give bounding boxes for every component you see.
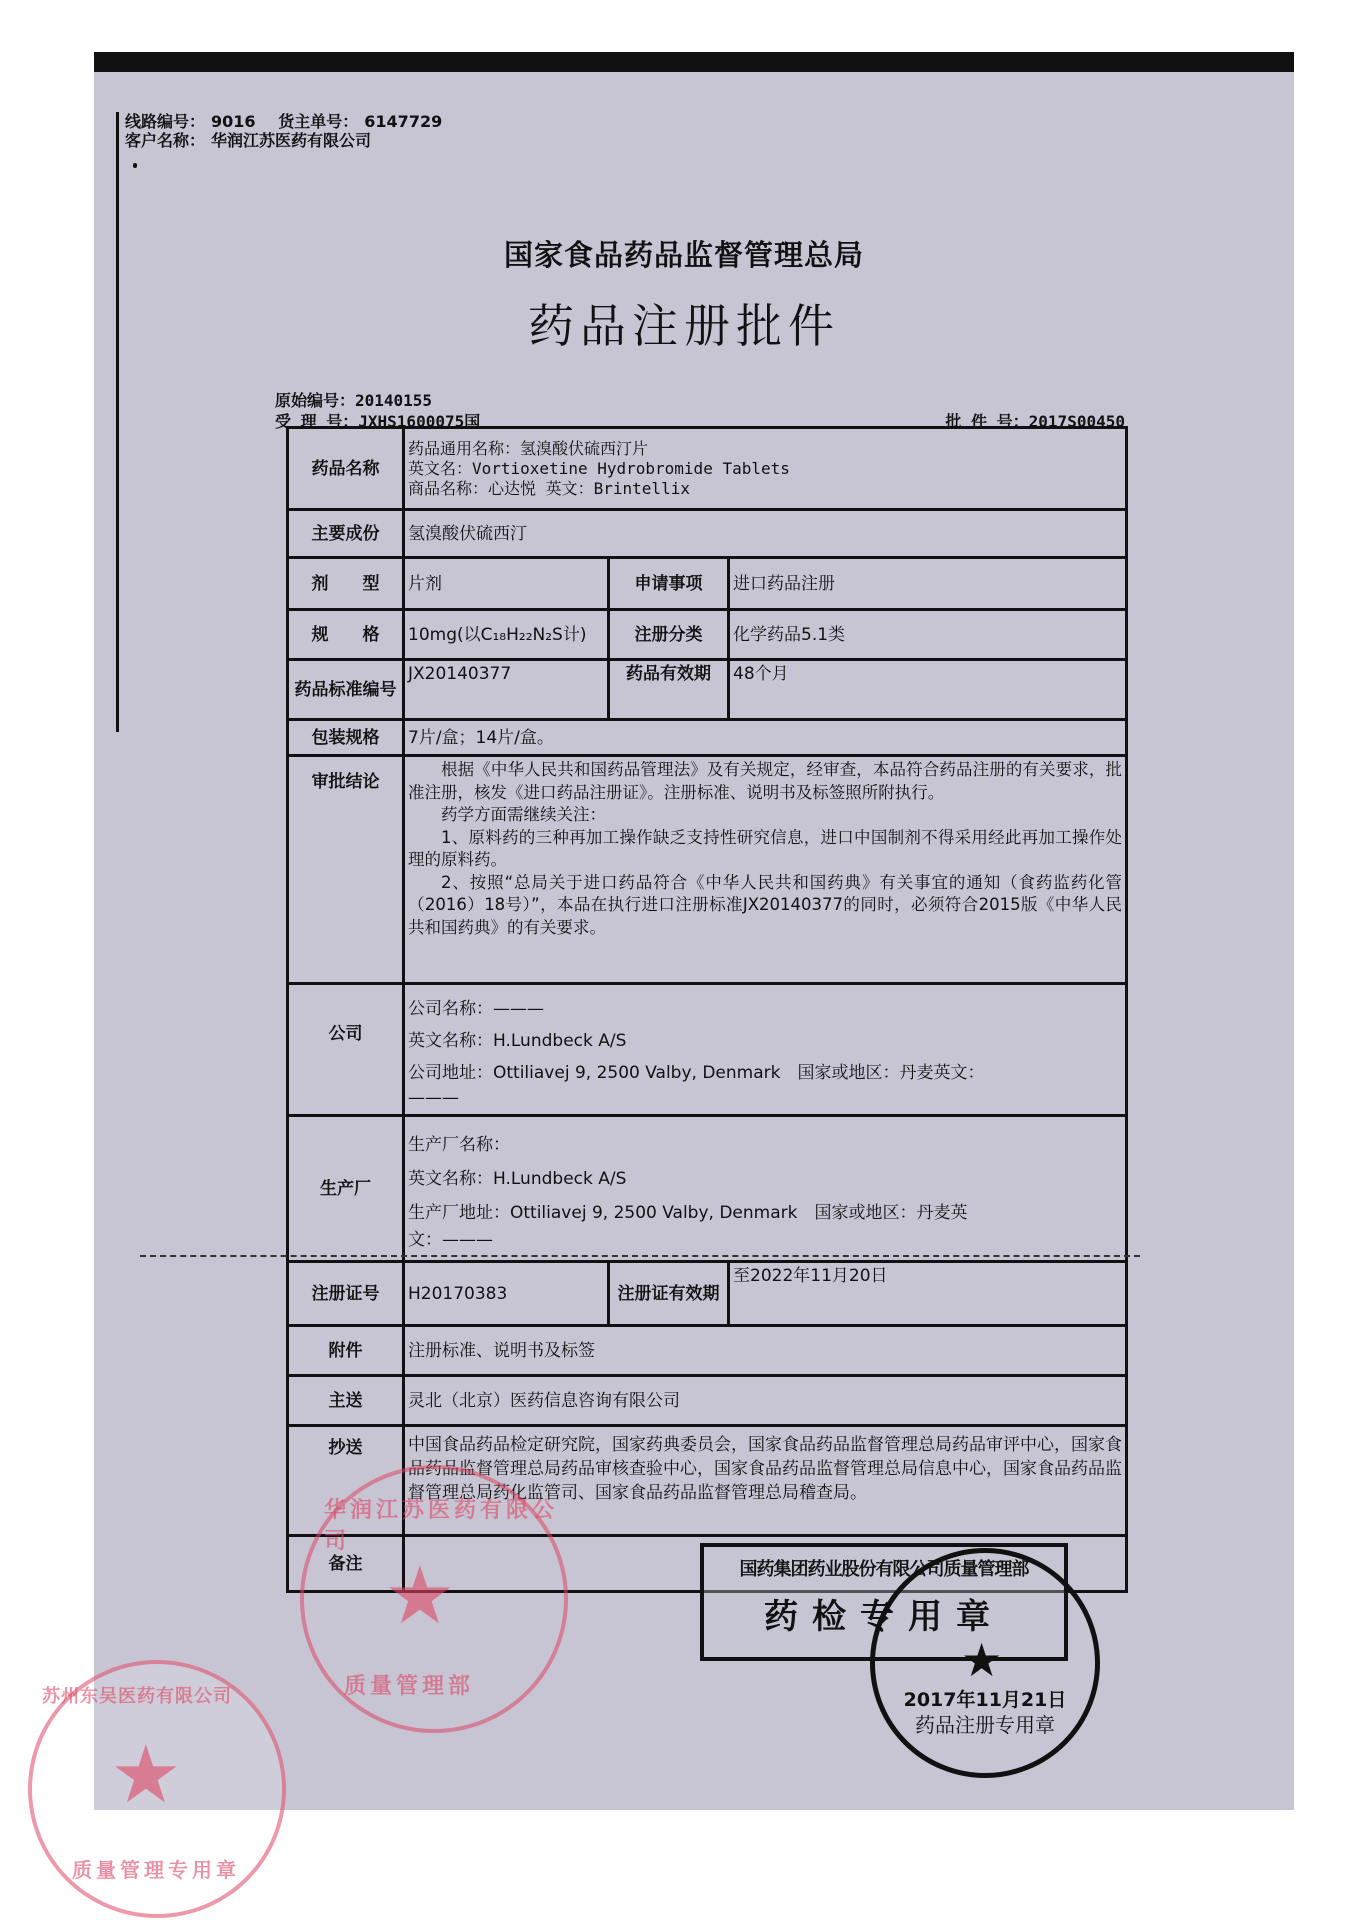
conclusion-paragraph-3: 1、原料药的三种再加工操作缺乏支持性研究信息，进口中国制剂不得采用经此再加工操作处理的原料药。	[408, 827, 1122, 869]
conclusion-paragraph-1: 根据《中华人民共和国药品管理法》及有关规定，经审查，本品符合药品注册的有关要求，批准注册，核发《进口药品注册证》。注册标准、说明书及标签照所附执行。	[408, 760, 1122, 802]
registration-table	[286, 426, 1128, 1593]
approval-number: 批 件 号：2017S00450	[945, 412, 1125, 431]
table-row	[288, 1116, 1127, 1262]
red-quality-seal-2	[28, 1660, 286, 1918]
application-label: 申请事项	[609, 558, 729, 610]
table-row	[288, 558, 1127, 610]
manufacturer-name: 生产厂名称：	[408, 1134, 510, 1155]
table-row	[288, 720, 1127, 756]
star-icon: ★	[384, 1549, 456, 1642]
table-row	[288, 610, 1127, 660]
manufacturer-label: 生产厂	[288, 1116, 404, 1262]
company-name: 公司名称：———	[408, 998, 544, 1019]
company-english-name: 英文名称：H.Lundbeck A/S	[408, 1030, 627, 1051]
agency-name: 国家食品药品监督管理总局	[503, 238, 864, 272]
table-row	[288, 510, 1127, 558]
table-row	[288, 1262, 1127, 1326]
reg-class-label: 注册分类	[609, 610, 729, 660]
generic-name: 药品通用名称：氢溴酸伏硫西汀片	[408, 438, 649, 458]
red-quality-seal-1	[300, 1465, 568, 1733]
customer-label: 客户名称：	[125, 131, 206, 150]
stamp-company: 国药集团药业股份有限公司质量管理部	[739, 1559, 1029, 1580]
manufacturer-tail: 文：———	[408, 1229, 493, 1250]
validity-label: 药品有效期	[609, 660, 729, 720]
conclusion-label: 审批结论	[288, 756, 404, 984]
trade-name: 商品名称：心达悦 英文：Brintellix	[408, 478, 690, 498]
remarks-label: 备注	[288, 1536, 404, 1592]
manufacturer-address: 生产厂地址：Ottiliavej 9, 2500 Valby, Denmark 国家或地区：丹麦英	[408, 1202, 968, 1223]
table-row	[288, 756, 1127, 984]
spec-label: 规 格	[288, 610, 404, 660]
company-tail: ———	[408, 1087, 459, 1108]
cert-validity-label: 注册证有效期	[609, 1262, 729, 1326]
ink-dot	[133, 163, 137, 168]
company-address: 公司地址：Ottiliavej 9, 2500 Valby, Denmark 国家或地区：丹麦英文：	[408, 1062, 985, 1083]
table-row	[288, 428, 1127, 510]
consignor-number: 6147729	[364, 112, 443, 131]
customer-name: 华润江苏医药有限公司	[211, 131, 372, 150]
stamp-title: 药检专用章	[764, 1597, 1004, 1637]
table-row	[288, 1376, 1127, 1426]
reg-class-value: 化学药品5.1类	[729, 610, 1127, 660]
star-icon: ★	[110, 1728, 182, 1821]
packaging-value: 7片/盒；14片/盒。	[404, 720, 1127, 756]
manufacturer-english-name: 英文名称：H.Lundbeck A/S	[408, 1168, 627, 1189]
star-icon: ★	[961, 1633, 1003, 1687]
packaging-label: 包装规格	[288, 720, 404, 756]
scan-dash-line	[140, 1255, 1140, 1257]
seal-name: 药品注册专用章	[915, 1713, 1055, 1737]
left-margin-rule	[116, 112, 119, 732]
cert-no-label: 注册证号	[288, 1262, 404, 1326]
consignor-label: 货主单号：	[278, 112, 359, 131]
shipping-header	[125, 112, 448, 150]
seal-top-text: 华润江苏医药有限公司	[324, 1498, 559, 1554]
english-name: 英文名：Vortioxetine Hydrobromide Tablets	[408, 458, 790, 478]
conclusion-paragraph-4: 2、按照“总局关于进口药品符合《中华人民共和国药典》有关事宜的通知（食药监药化管（2016）18号）”，本品在执行进口注册标准JX20140377的同时，必须符合2015版《中华人民共和国药典》的有关要求。	[408, 872, 1122, 937]
cert-no-value: H20170383	[404, 1262, 609, 1326]
scan-top-bar	[94, 52, 1294, 72]
main-recipient-label: 主送	[288, 1376, 404, 1426]
company-label: 公司	[288, 984, 404, 1116]
conclusion-paragraph-2: 药学方面需继续关注：	[441, 805, 606, 824]
attachment-value: 注册标准、说明书及标签	[404, 1326, 1127, 1376]
registration-seal	[870, 1548, 1100, 1778]
original-number: 原始编号：20140155	[275, 391, 433, 410]
seal-bottom-text: 质量管理部	[344, 1674, 475, 1699]
validity-value: 48个月	[729, 660, 1127, 720]
cert-validity-value: 至2022年11月20日	[729, 1262, 1127, 1326]
route-number: 9016	[211, 112, 256, 131]
main-ingredient-label: 主要成份	[288, 510, 404, 558]
drug-name-label: 药品名称	[288, 428, 404, 510]
acceptance-number: 受 理 号：JXHS1600075国	[275, 412, 481, 431]
standard-no-value: JX20140377	[404, 660, 609, 720]
main-recipient-value: 灵北（北京）医药信息咨询有限公司	[404, 1376, 1127, 1426]
dosage-form-label: 剂 型	[288, 558, 404, 610]
dosage-form-value: 片剂	[404, 558, 609, 610]
document-title: 药品注册批件	[528, 299, 840, 353]
table-row	[288, 660, 1127, 720]
seal-top-text: 苏州东吴医药有限公司	[42, 1686, 232, 1707]
seal-bottom-text: 质量管理专用章	[72, 1858, 240, 1882]
table-row	[288, 984, 1127, 1116]
seal-date: 2017年11月21日	[903, 1689, 1067, 1711]
cc-value: 中国食品药品检定研究院，国家药典委员会，国家食品药品监督管理总局药品审评中心，国家食品药品监督管理总局药品审核查验中心，国家食品药品监督管理总局信息中心，国家食品药品监督管理总局药化监管司、国家食品药品监督管理总局稽查局。	[404, 1426, 1127, 1536]
cc-label: 抄送	[288, 1426, 404, 1536]
main-ingredient-value: 氢溴酸伏硫西汀	[404, 510, 1127, 558]
standard-no-label: 药品标准编号	[288, 660, 404, 720]
spec-value: 10mg(以C₁₈H₂₂N₂S计)	[404, 610, 609, 660]
application-value: 进口药品注册	[729, 558, 1127, 610]
table-row	[288, 1326, 1127, 1376]
route-label: 线路编号：	[125, 112, 206, 131]
attachment-label: 附件	[288, 1326, 404, 1376]
